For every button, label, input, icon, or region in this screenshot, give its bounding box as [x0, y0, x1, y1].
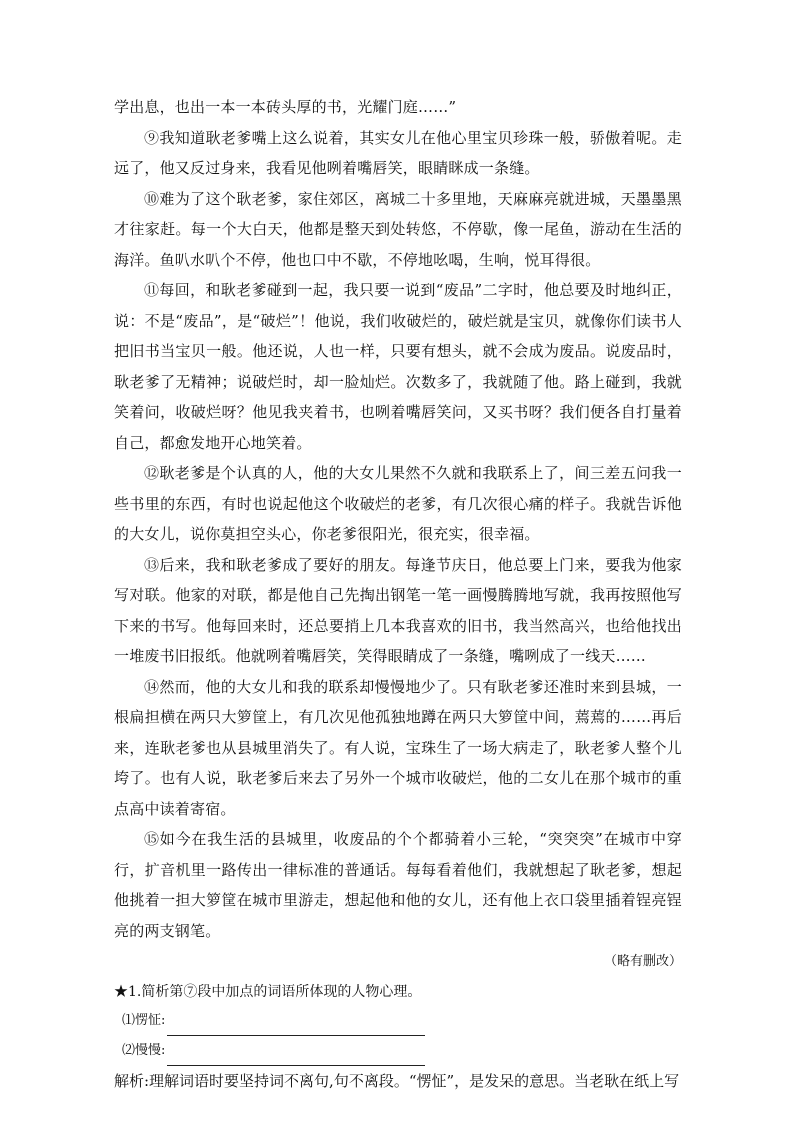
- paragraph-9: ⑨我知道耿老爹嘴上这么说着，其实女儿在他心里宝贝珍珠一般，骄傲着呢。走远了，他又反过身来，我看见他咧着嘴唇笑，眼睛眯成一条缝。: [114, 128, 682, 177]
- answer-blank-2[interactable]: [167, 1045, 425, 1066]
- question-title: ★1.简析第⑦段中加点的词语所体现的人物心理。: [114, 984, 422, 1000]
- analysis-text: 解析:理解词语时要坚持词不离句,句不离段。“愣怔”，是发呆的意思。当老耿在纸上写: [114, 1072, 680, 1090]
- answer-label-2: ⑵慢慢:: [122, 1043, 166, 1058]
- paragraph-11: ⑪每回，和耿老爹碰到一起，我只要一说到“废品”二字时，他总要及时地纠正，说：不是“废品”，是“破烂”！他说，我们收破烂的，破烂就是宝贝，就像你们读书人把旧书当宝贝一般。他还说，人也一样，只要有想头，就不会成为废品。说废品时，耿老爹了无精神；说破烂时，却一脸灿烂。次数多了，我就随了他。路上碰到，我就笑着问，收破烂呀？他见我夹着书，也咧着嘴唇笑问，又买书呀？我们便各自打量着自己，都愈发地开心地笑着。: [114, 281, 682, 452]
- edit-note: （略有删改）: [603, 954, 682, 969]
- paragraph-15: ⑮如今在我生活的县城里，收废品的个个都骑着小三轮，“突突突”在城市中穿行，扩音机里一路传出一律标准的普通话。每每看着他们，我就想起了耿老爹，想起他挑着一担大箩筐在城市里游走，想起他和他的女儿，还有他上衣口袋里插着锃亮锃亮的两支钢笔。: [114, 830, 682, 940]
- answer-line-2: [114, 1036, 682, 1066]
- answer-blank-1[interactable]: [167, 1015, 425, 1036]
- paragraph-12: ⑫耿老爹是个认真的人，他的大女儿果然不久就和我联系上了，间三差五问我一些书里的东西，有时也说起他这个收破烂的老爹，有几次很心痛的样子。我就告诉他的大女儿，说你莫担空头心，你老爹很阳光，很充实，很幸福。: [114, 464, 682, 543]
- paragraph-13: ⑬后来，我和耿老爹成了要好的朋友。每逢节庆日，他总要上门来，要我为他家写对联。他家的对联，都是他自己先掏出钢笔一笔一画慢腾腾地写就，我再按照他写下来的书写。他每回来时，还总要捎上几本我喜欢的旧书，我当然高兴，也给他找出一堆废书旧报纸。他就咧着嘴唇笑，笑得眼睛成了一条缝，嘴咧成了一线天……: [114, 555, 682, 665]
- paragraph-10: ⑩难为了这个耿老爹，家住郊区，离城二十多里地，天麻麻亮就进城，天墨墨黑才往家赶。每一个大白天，他都是整天到处转悠，不停歇，像一尾鱼，游动在生活的海洋。鱼叭水叭个不停，他也口中不歇，不停地吆喝，生响，悦耳得很。: [114, 189, 682, 269]
- paragraph-continuation: 学出息，也出一本一本砖头厚的书，光耀门庭……”: [114, 98, 457, 116]
- answer-line-1: [114, 1006, 682, 1036]
- answer-label-1: ⑴愣怔:: [122, 1013, 166, 1028]
- paragraph-14: ⑭然而，他的大女儿和我的联系却慢慢地少了。只有耿老爹还准时来到县城，一根扁担横在两只大箩筐上，有几次见他孤独地蹲在两只大箩筐中间，蔫蔫的……再后来，连耿老爹也从县城里消失了。有人说，宝珠生了一场大病走了，耿老爹人整个儿垮了。也有人说，耿老爹后来去了另外一个城市收破烂，他的二女儿在那个城市的重点高中读着寄宿。: [114, 677, 682, 818]
- document-page: [114, 92, 682, 1096]
